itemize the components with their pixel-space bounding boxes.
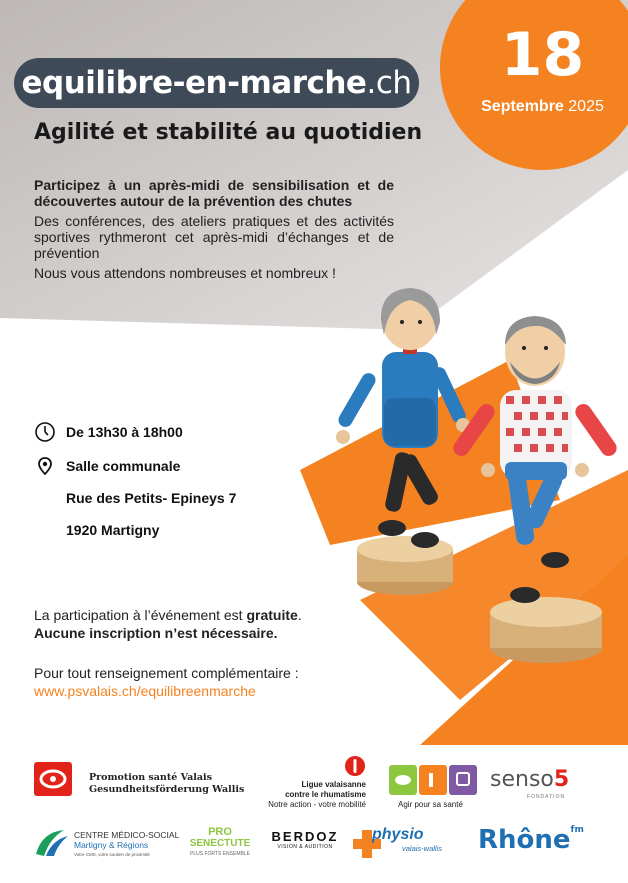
rhone-fm: fm	[570, 825, 584, 835]
info-street: Rue des Petits- Epineys 7	[66, 490, 237, 506]
pro-line2: SENECTUTE	[189, 838, 251, 849]
cms-line2: Martigny & Régions	[74, 840, 149, 850]
rhone-main: Rhône	[478, 825, 571, 855]
berdoz-sub: VISION & AUDITION	[277, 844, 333, 850]
physio-logo	[372, 826, 442, 853]
date-day: 18	[500, 20, 585, 90]
pro-senectute-logo	[188, 827, 252, 860]
brand-suffix: .ch	[366, 65, 412, 101]
psv-line1: Promotion santé Valais	[89, 772, 212, 783]
participation-before: La participation à l’événement est	[34, 607, 247, 623]
senso-sub: FONDATION	[527, 794, 566, 800]
partner-logos	[0, 750, 628, 883]
sante-caption: Agir pour sa santé	[398, 800, 463, 809]
pedestal-left	[357, 536, 453, 595]
psv-logo-icon	[34, 762, 72, 796]
brand-name: equilibre-en-marche	[21, 65, 367, 101]
psv-line2: Gesundheitsförderung Wallis	[89, 784, 245, 795]
physio-main: physio	[372, 826, 424, 843]
info-time: De 13h30 à 18h00	[66, 424, 183, 440]
intro-text	[34, 177, 394, 285]
cms-text	[74, 830, 179, 860]
cms-line3: Votre CMS, votre soutien de proximité	[74, 852, 150, 857]
ligue-text	[266, 780, 366, 810]
pedestal-right	[490, 597, 602, 663]
berdoz-logo	[270, 829, 340, 850]
ligue-logo-icon	[345, 755, 365, 777]
participation-free: gratuite	[246, 607, 298, 623]
contact-label: Pour tout renseignement complémentaire :	[34, 665, 299, 681]
senso-main: senso	[490, 767, 554, 792]
psv-text	[89, 772, 244, 796]
participation-line	[34, 606, 302, 624]
cms-logo-icon	[34, 828, 70, 858]
intro-paragraph-3: Nous vous attendons nombreuses et nombreux !	[34, 265, 336, 281]
participation-after: .	[297, 607, 302, 623]
intro-paragraph-2: Des conférences, des ateliers pratiques et des activités sportives rythmeront cet après-midi d’échanges et de prévention	[34, 213, 394, 261]
sante-logo-icons	[389, 765, 477, 795]
clock-icon	[34, 421, 56, 443]
ligue-line2: contre le rhumatisme	[285, 790, 366, 799]
ligue-line3: Notre action - votre mobilité	[268, 800, 366, 809]
pro-line3: PLUS FORTS ENSEMBLE	[190, 851, 250, 857]
no-registration: Aucune inscription n’est nécessaire.	[34, 625, 278, 641]
event-subtitle: Agilité et stabilité au quotidien	[34, 120, 423, 145]
contact-link[interactable]: www.psvalais.ch/equilibreenmarche	[34, 683, 256, 699]
brand-logo-pill	[14, 58, 419, 108]
ligue-line1: Ligue valaisanne	[301, 780, 366, 789]
cms-line1: CENTRE MÉDICO-SOCIAL	[74, 830, 180, 840]
date-year: 2025	[568, 98, 604, 115]
date-month-year	[440, 98, 628, 116]
senso-num: 5	[553, 767, 570, 792]
pro-line1: PRO	[208, 826, 232, 838]
participation-block	[34, 606, 302, 700]
info-place: Salle communale	[66, 458, 181, 474]
location-pin-icon	[34, 455, 56, 477]
rhone-fm-logo	[478, 825, 584, 855]
senso-logo	[490, 767, 569, 792]
date-month: Septembre	[481, 98, 564, 115]
intro-paragraph-1: Participez à un après-midi de sensibilisation et de découvertes autour de la prévention des chutes	[34, 177, 394, 209]
berdoz-main: BERDOZ	[271, 829, 339, 844]
info-city: 1920 Martigny	[66, 522, 160, 538]
physio-sub: valais-wallis	[402, 844, 443, 853]
